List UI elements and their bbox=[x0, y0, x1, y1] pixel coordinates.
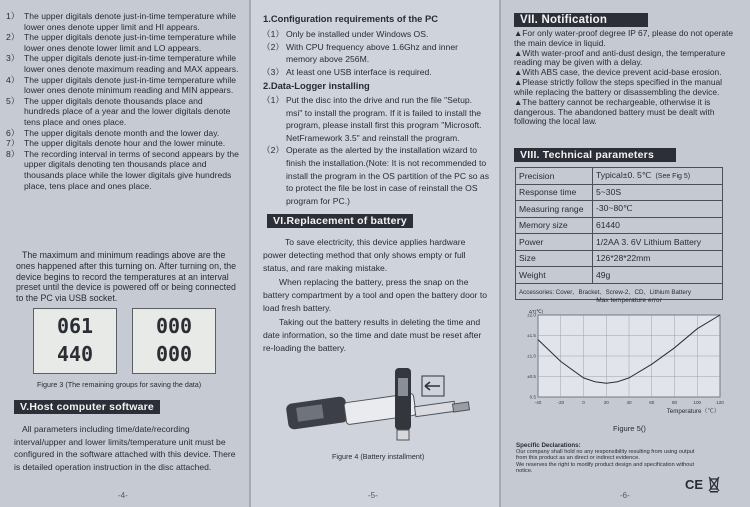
spec-label: Measuring range bbox=[516, 201, 593, 218]
list-item-text: The upper digitals denote just-in-time temperature while lower ones denote maximum reading and MAX appears. bbox=[24, 53, 239, 74]
weee-bin-icon bbox=[707, 475, 721, 493]
spec-row bbox=[516, 234, 723, 251]
list-item bbox=[2, 96, 240, 128]
lcd-right-bottom: 000 bbox=[155, 342, 193, 366]
list-item bbox=[2, 11, 240, 32]
spec-label: Weight bbox=[516, 267, 593, 284]
section-v-text: All parameters including time/date/recording interval/upper and lower limits/temperature unit must be configured in the software attached with this device. There is detailed operation instruction in the disc attached. bbox=[14, 424, 236, 472]
y-axis-label: ΔT(℃) bbox=[528, 309, 544, 314]
list-item bbox=[2, 138, 240, 149]
install-title: 2.Data-Logger installing bbox=[263, 80, 370, 91]
display-modes-list bbox=[2, 11, 240, 191]
list-item-text: The upper digitals denote month and the lower day. bbox=[24, 127, 220, 138]
list-item-number: 7） bbox=[6, 138, 20, 149]
declaration-line: Our company shall hold no any responsibility resulting from using output bbox=[516, 449, 695, 455]
page-number-5: -5- bbox=[368, 491, 378, 500]
declaration-title: Specific Declarations: bbox=[516, 442, 581, 449]
list-item bbox=[258, 41, 486, 66]
spec-value bbox=[593, 184, 723, 201]
y-tick-label: 0.5 bbox=[529, 394, 536, 400]
x-tick-label: 120 bbox=[716, 400, 724, 405]
section-v-title: V.Host computer software bbox=[14, 400, 160, 414]
logger-body-open bbox=[285, 393, 469, 430]
spec-row bbox=[516, 201, 723, 218]
list-item-number: 8） bbox=[6, 148, 20, 159]
lcd-display-left bbox=[33, 308, 117, 374]
notification-item: ▲For only water-proof degree IP 67, please do not operate the main device in liquid. bbox=[514, 28, 734, 48]
list-item-text: The upper digitals denote just-in-time temperature while lower ones denote minimum reading and MIN appears. bbox=[24, 74, 237, 96]
spec-value-text: 5~30S bbox=[596, 187, 622, 198]
spec-value-text: 49g bbox=[596, 269, 611, 280]
figure-4-caption: Figure 4 (Battery installment) bbox=[332, 452, 425, 461]
spec-row bbox=[516, 250, 723, 267]
technical-parameters-table bbox=[515, 167, 723, 300]
section-vii-title: VII. Notification bbox=[514, 13, 648, 27]
list-item bbox=[2, 32, 240, 53]
declaration-line: We reserves the right to modify product design and specification without bbox=[516, 461, 695, 468]
insert-arrow-icon bbox=[425, 382, 440, 390]
x-tick-label: 0 bbox=[582, 400, 585, 405]
config-title: 1.Configuration requirements of the PC bbox=[263, 13, 439, 24]
x-tick-label: 20 bbox=[603, 400, 609, 405]
spec-label: Memory size bbox=[516, 217, 593, 234]
battery-install-illustration bbox=[275, 358, 485, 448]
notification-list bbox=[514, 29, 742, 127]
y-tick-label: ±2.0 bbox=[527, 312, 536, 318]
list-item-text: The upper digitals denote hour and the lower minute. bbox=[24, 138, 226, 149]
list-item-number: 3） bbox=[6, 53, 20, 64]
fold-line-left bbox=[249, 0, 251, 507]
spec-value bbox=[593, 234, 723, 251]
lcd-left-top: 061 bbox=[56, 314, 94, 338]
manual-page-5 bbox=[250, 0, 500, 507]
x-tick-label: 40 bbox=[626, 400, 632, 405]
list-item-number: 6） bbox=[6, 127, 20, 138]
notification-item: ▲Please strictly follow the steps specified in the manual while replacing the battery or disassembling the device. bbox=[514, 77, 722, 98]
ce-mark: CE bbox=[685, 477, 704, 492]
list-item-number: （1） bbox=[262, 95, 284, 105]
spec-value-text: 126*28*22mm bbox=[596, 253, 651, 264]
list-item-number: 4） bbox=[6, 74, 20, 85]
spec-row bbox=[516, 168, 723, 185]
y-tick-label: ±1.5 bbox=[527, 333, 536, 338]
spec-label: Power bbox=[516, 234, 593, 251]
logger-body-closed bbox=[395, 368, 411, 440]
list-item-text: The upper digitals denote just-in-time temperature while lower ones denote lower limit and LO appears. bbox=[24, 32, 237, 53]
lcd-right-top: 000 bbox=[155, 314, 193, 338]
page-number-4: -4- bbox=[118, 491, 128, 500]
spec-value bbox=[593, 267, 723, 284]
declaration-text bbox=[516, 449, 716, 475]
spec-row bbox=[516, 184, 723, 201]
list-item-number: （2） bbox=[262, 145, 284, 156]
x-tick-label: -40 bbox=[534, 400, 542, 405]
y-tick-label: ±1.0 bbox=[527, 353, 536, 359]
declaration-line: from this product as an direct or indirect evidence. bbox=[516, 455, 640, 462]
list-item-number: （2） bbox=[262, 41, 284, 52]
list-item-number: 2） bbox=[6, 32, 20, 43]
spec-value bbox=[593, 250, 723, 267]
battery-para-2: When replacing the battery, press the snap on the battery compartment by a tool and open the battery door to load fresh battery. bbox=[263, 277, 488, 314]
list-item-number: （3） bbox=[262, 66, 284, 77]
fold-line-right bbox=[499, 0, 501, 507]
max-min-note: The maximum and minimum readings above are the ones happened after this turning on. After turning on, the device begins to record the temperatures at an interval preset until the device is powered off or being connected to the PC via USB socket. bbox=[16, 250, 237, 304]
spec-value-text: 1/2AA 3. 6V Lithium Battery bbox=[596, 236, 702, 247]
y-tick-label: ±0.5 bbox=[527, 374, 536, 379]
list-item-text: Only be installed under Windows OS. bbox=[286, 29, 429, 39]
spec-value-text: Typical±0. 5℃ bbox=[596, 170, 652, 181]
notification-item: ▲The battery cannot be rechargeable, otherwise it is dangerous. The abandoned battery must be dealt with following the local law. bbox=[514, 97, 715, 127]
x-axis-label: Temperature（℃） bbox=[666, 408, 720, 415]
list-item-text: The upper digitals denote thousands place and hundreds place of a year and the lower digitals denote tens place and ones place. bbox=[24, 95, 231, 127]
list-item bbox=[2, 149, 240, 191]
list-item-text: With CPU frequency above 1.6Ghz and inner memory above 256M. bbox=[286, 41, 458, 65]
list-item-text: Put the disc into the drive and run the file "Setup. msi" to install the program. If it is failed to install the program, please install first this program "Microsoft. NetFramework 3.5" and reinstall the program. bbox=[286, 95, 482, 143]
spec-value bbox=[593, 217, 723, 234]
declaration-line: notice. bbox=[516, 468, 533, 475]
x-tick-label: 60 bbox=[649, 400, 655, 405]
list-item bbox=[258, 94, 490, 144]
spec-label: Precision bbox=[516, 168, 593, 185]
install-list bbox=[258, 94, 490, 207]
spec-value-note: (See Fig 5) bbox=[655, 173, 691, 181]
x-tick-label: 80 bbox=[671, 400, 678, 405]
list-item bbox=[2, 53, 240, 74]
figure-3-caption: Figure 3 (The remaining groups for saving the data) bbox=[37, 380, 202, 389]
max-temperature-error-chart bbox=[512, 293, 730, 419]
notification-item: ▲With ABS case, the device prevent acid-base erosion. bbox=[514, 67, 722, 78]
manual-page-6 bbox=[500, 0, 750, 507]
accessories-cell: Accessories: Cover、Bracket、Screw-2、CD、Lithium Battery bbox=[516, 283, 723, 300]
list-item bbox=[258, 144, 490, 207]
list-item bbox=[258, 66, 486, 79]
config-list bbox=[258, 28, 486, 78]
x-tick-label: 100 bbox=[693, 400, 702, 405]
list-item-number: 1） bbox=[6, 11, 20, 21]
notification-item: ▲With water-proof and anti-dust design, the temperature reading may be given with a delay. bbox=[514, 47, 726, 68]
spec-value bbox=[593, 201, 723, 218]
spec-value-text: -30~80℃ bbox=[596, 203, 633, 214]
list-item-number: 5） bbox=[6, 95, 20, 106]
page-number-6: -6- bbox=[620, 491, 630, 500]
spec-row bbox=[516, 217, 723, 234]
list-item-number: （1） bbox=[262, 29, 284, 39]
spec-value bbox=[593, 168, 723, 185]
lcd-display-right bbox=[132, 308, 216, 374]
spec-label: Response time bbox=[516, 184, 593, 201]
list-item bbox=[2, 75, 240, 96]
list-item bbox=[2, 128, 240, 139]
list-item-text: Operate as the alerted by the installation wizard to finish the installation.(Note: It is not recommended to install the program in the OS partition of the PC so as to protect the file be lost in case of reinstall the OS program for PC.) bbox=[286, 145, 490, 206]
section-vi-title: VI.Replacement of battery bbox=[267, 214, 413, 228]
spec-value-text: 61440 bbox=[596, 220, 620, 231]
lcd-left-bottom: 440 bbox=[56, 342, 94, 366]
x-tick-label: -20 bbox=[557, 400, 565, 405]
battery-para-1: To save electricity, this device applies hardware power detecting method that only shows empty or full status, and rare making mistake. bbox=[263, 237, 466, 274]
list-item-text: The recording interval in terms of second appears by the upper digitals denoting ten thousands place and thousands place while the lower digitals give hundreds place, tens place and ones place. bbox=[24, 148, 239, 191]
figure-5-caption: Figure 5() bbox=[613, 424, 646, 433]
section-viii-title: VIII. Technical parameters bbox=[514, 148, 676, 162]
spec-row bbox=[516, 267, 723, 284]
manual-page-4 bbox=[0, 0, 250, 507]
spec-label: Size bbox=[516, 250, 593, 267]
chart-title: Max temperature error bbox=[596, 297, 662, 304]
list-item bbox=[258, 28, 486, 41]
battery-para-3: Taking out the battery results in deleting the time and date information, so the time and date must be reset after re-loading the battery. bbox=[263, 317, 482, 354]
list-item-text: At least one USB interface is required. bbox=[286, 66, 432, 77]
list-item-text: The upper digitals denote just-in-time temperature while lower ones denote upper limit and HI appears. bbox=[24, 11, 237, 32]
